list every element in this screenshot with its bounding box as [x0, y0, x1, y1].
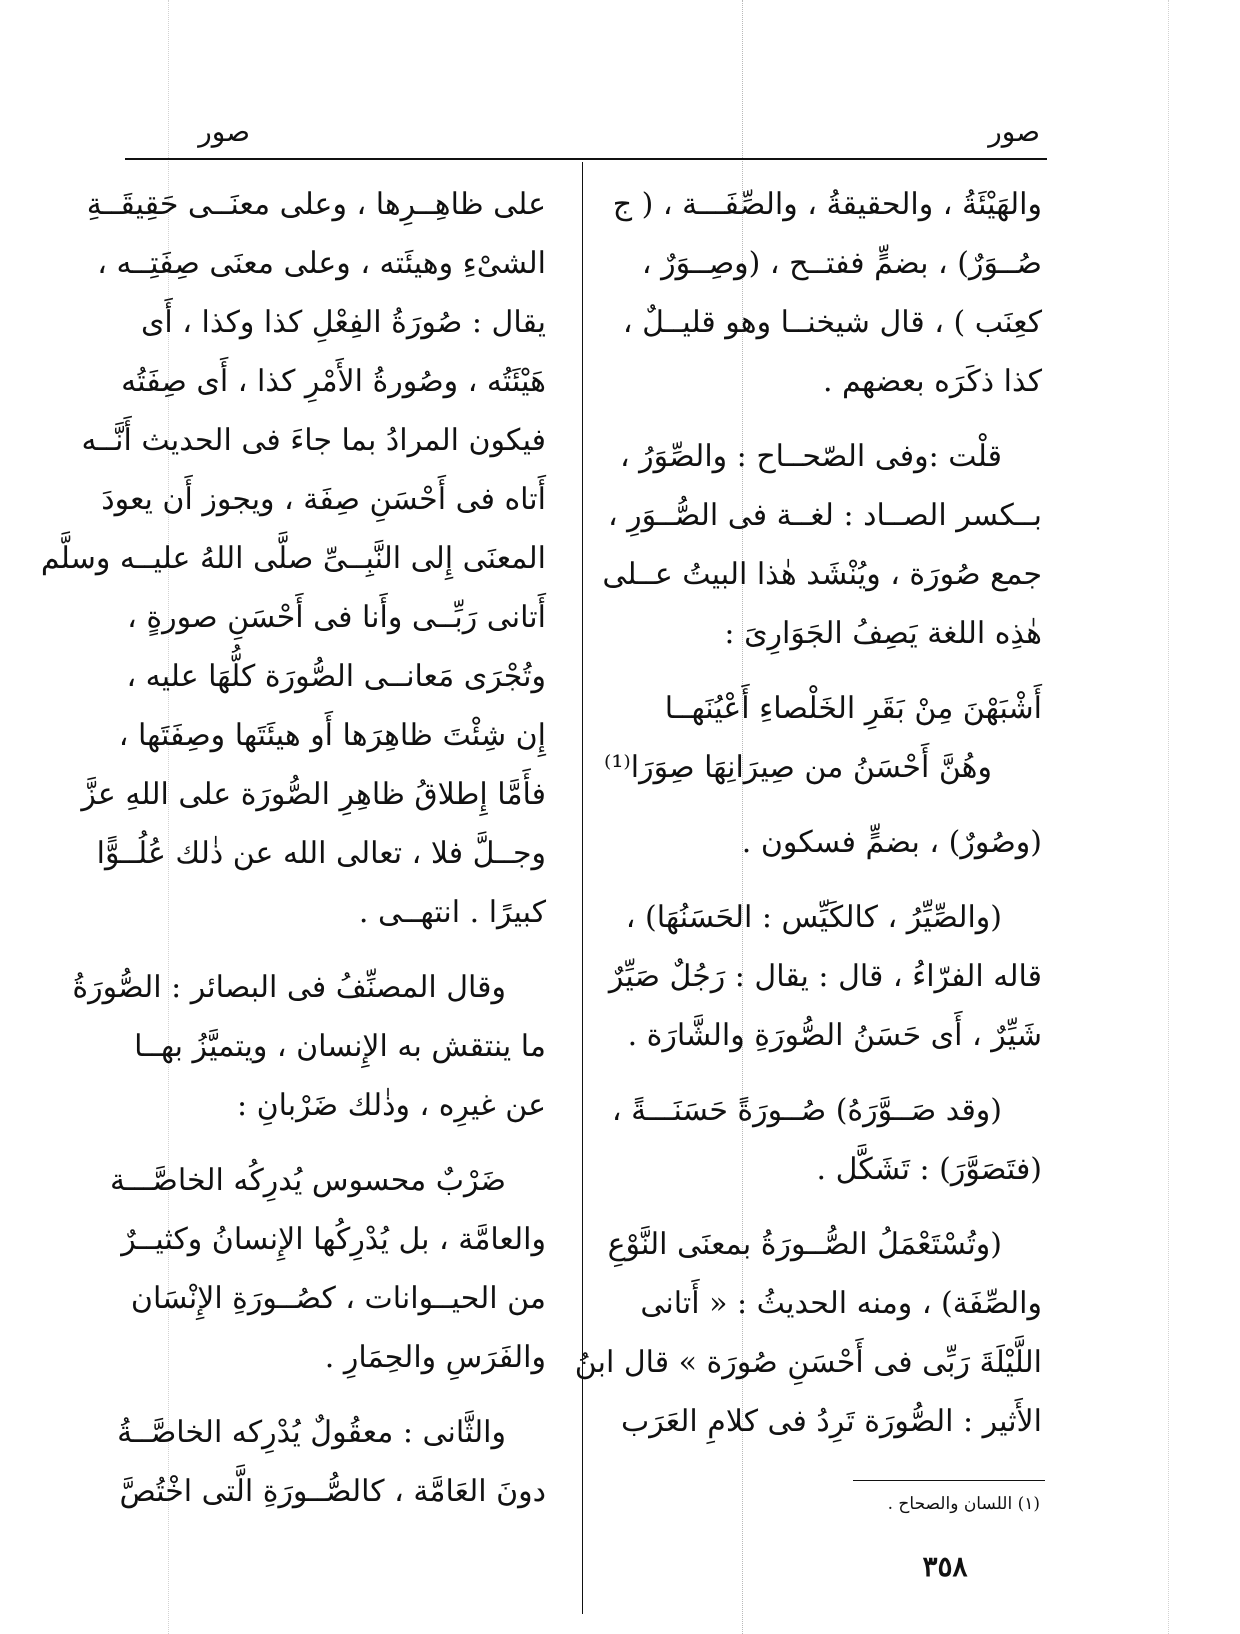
text-line: صُــوَرٌ) ، بضمٍّ ففتــح ، (وصِــوَرٌ ،: [641, 246, 1042, 281]
text-line: (وتُسْتَعْمَلُ الصُّــورَةُ بمعنَى النَّوْعِ: [607, 1227, 1002, 1262]
verse-line: أَشْبَهْنَ مِنْ بَقَرِ الخَلْصاءِ أَعْيُنَهــا: [664, 691, 1042, 726]
running-head-left: صور: [198, 115, 250, 148]
text-line: (فتَصَوَّرَ) : تَشَكَّل .: [816, 1152, 1042, 1187]
paragraph: [109, 1151, 546, 1387]
verse-line: وهُنَّ أَحْسَنُ من صِيرَانِهَا صِوَرَا⁽¹⁾: [604, 750, 992, 785]
text-line: هٰذِه اللغة يَصِفُ الجَوَارِىَ :: [724, 616, 1042, 651]
paragraph: [608, 888, 1042, 1065]
column-divider: [582, 162, 583, 1614]
paragraph: [602, 427, 1042, 663]
text-line: كبيرًا . انتهــى .: [358, 895, 546, 930]
text-line: وتُجْرَى مَعانــى الصُّورَة كلُّهَا عليه ،: [126, 659, 546, 694]
page-number: ٣٥٨: [922, 1550, 968, 1583]
text-line: فأَمَّا إِطلاقُ ظاهِرِ الصُّورَة على اللهِ عزَّ: [81, 777, 546, 812]
text-line: جمع صُورَة ، ويُنْشَد هٰذا البيتُ عــلى: [602, 557, 1042, 592]
text-line: الشىْءِ وهيئَته ، وعلى معنَى صِفَتِــه ،: [97, 246, 546, 281]
paragraph: [574, 1215, 1042, 1451]
paragraph: [72, 958, 546, 1135]
text-line: أَتاه فى أَحْسَنِ صِفَة ، ويجوز أَن يعودَ: [101, 482, 546, 517]
text-line: (وصُورٌ) ، بضمٍّ فسكون .: [741, 825, 1042, 860]
text-line: أَتانى رَبِّــى وأَنا فى أَحْسَنِ صورةٍ ،: [127, 600, 546, 635]
paragraph: [612, 813, 1042, 872]
text-line: قلْت :وفى الصّحــاح : والصِّوَرُ ،: [619, 439, 1002, 474]
text-line: والعامَّة ، بل يُدْرِكُها الإِنسانُ وكثيــرٌ: [121, 1222, 546, 1257]
text-line: اللَّيْلَةَ رَبِّى فى أَحْسَنِ صُورَة » قال ابنُ: [574, 1345, 1042, 1380]
text-line: بــكسر الصــاد : لغــة فى الصُّــوَرِ ،: [607, 498, 1042, 533]
text-line: (والصِّيِّرُ ، كالكَيِّس : الحَسَنُهَا) ،: [625, 900, 1002, 935]
verse: [604, 679, 1042, 797]
text-line: فيكون المرادُ بما جاءَ فى الحديث أَنَّــه: [81, 423, 546, 458]
text-line: الأَثير : الصُّورَة تَرِدُ فى كلامِ العَرَب: [620, 1404, 1042, 1439]
text-line: ما ينتقش به الإِنسان ، ويتميَّزُ بهــا: [134, 1029, 546, 1064]
text-line: والهَيْئَةُ ، والحقيقةُ ، والصِّفَـــة ، ( ج: [612, 187, 1042, 222]
text-line: والثَّانى : معقُولٌ يُدْرِكه الخاصَّــةُ: [117, 1415, 506, 1450]
header-rule: [125, 158, 1047, 160]
text-line: كعِنَب ) ، قال شيخنــا وهو قليــلٌ ،: [622, 305, 1042, 340]
paragraph: [612, 175, 1042, 411]
text-line: يقال : صُورَةُ الفِعْلِ كذا وكذا ، أَى: [140, 305, 546, 340]
left-column: [40, 175, 546, 1521]
paragraph: [612, 1081, 1042, 1199]
text-line: والفَرَسِ والحِمَارِ .: [324, 1340, 546, 1375]
text-line: (وقد صَــوَّرَهُ) صُــورَةً حَسَنَـــةً ،: [611, 1093, 1002, 1128]
running-head-right: صور: [988, 115, 1040, 148]
text-line: وقال المصنِّفُ فى البصائر : الصُّورَةُ: [72, 970, 506, 1005]
text-line: والصِّفَة) ، ومنه الحديثُ : « أَتانى: [640, 1286, 1042, 1321]
text-line: وجــلَّ فلا ، تعالى الله عن ذٰلك عُلُــوًّا: [96, 836, 546, 871]
text-line: من الحيــوانات ، كصُــورَةِ الإِنْسَان: [130, 1281, 546, 1316]
text-line: إِن شِئْتَ ظاهِرَها أَو هيئَتَها وصِفَتَها ،: [118, 718, 546, 753]
footnote-rule: [853, 1480, 1045, 1481]
text-line: عن غيرِه ، وذٰلك ضَرْبانِ :: [236, 1088, 546, 1123]
paragraph: [117, 1403, 546, 1521]
text-line: كذا ذكَرَه بعضهم .: [822, 364, 1042, 399]
text-line: دونَ العَامَّة ، كالصُّــورَةِ الَّتى اخْتُصَّ: [119, 1474, 546, 1509]
text-line: شَيِّرٌ ، أَى حَسَنُ الصُّورَةِ والشَّارَة .: [627, 1018, 1042, 1053]
paragraph: [40, 175, 546, 942]
right-column: [574, 175, 1042, 1451]
text-line: قاله الفرّاءُ ، قال : يقال : رَجُلٌ صَيِّرٌ: [608, 959, 1042, 994]
text-line: هَيْئَتُه ، وصُورةُ الأَمْرِ كذا ، أَى صِفَتُه: [121, 364, 546, 399]
text-line: المعنَى إِلى النَّبِــىِّ صلَّى اللهُ عليــه وسلَّم: [40, 541, 546, 576]
text-line: على ظاهِــرِها ، وعلى معنَــى حَقِيقَــةِ: [86, 187, 546, 222]
text-line: ضَرْبٌ محسوس يُدرِكُه الخاصَّـــة: [109, 1163, 506, 1198]
footnote: (١) اللسان والصحاح .: [887, 1494, 1040, 1514]
scan-guide-line-right: [1168, 0, 1169, 1634]
